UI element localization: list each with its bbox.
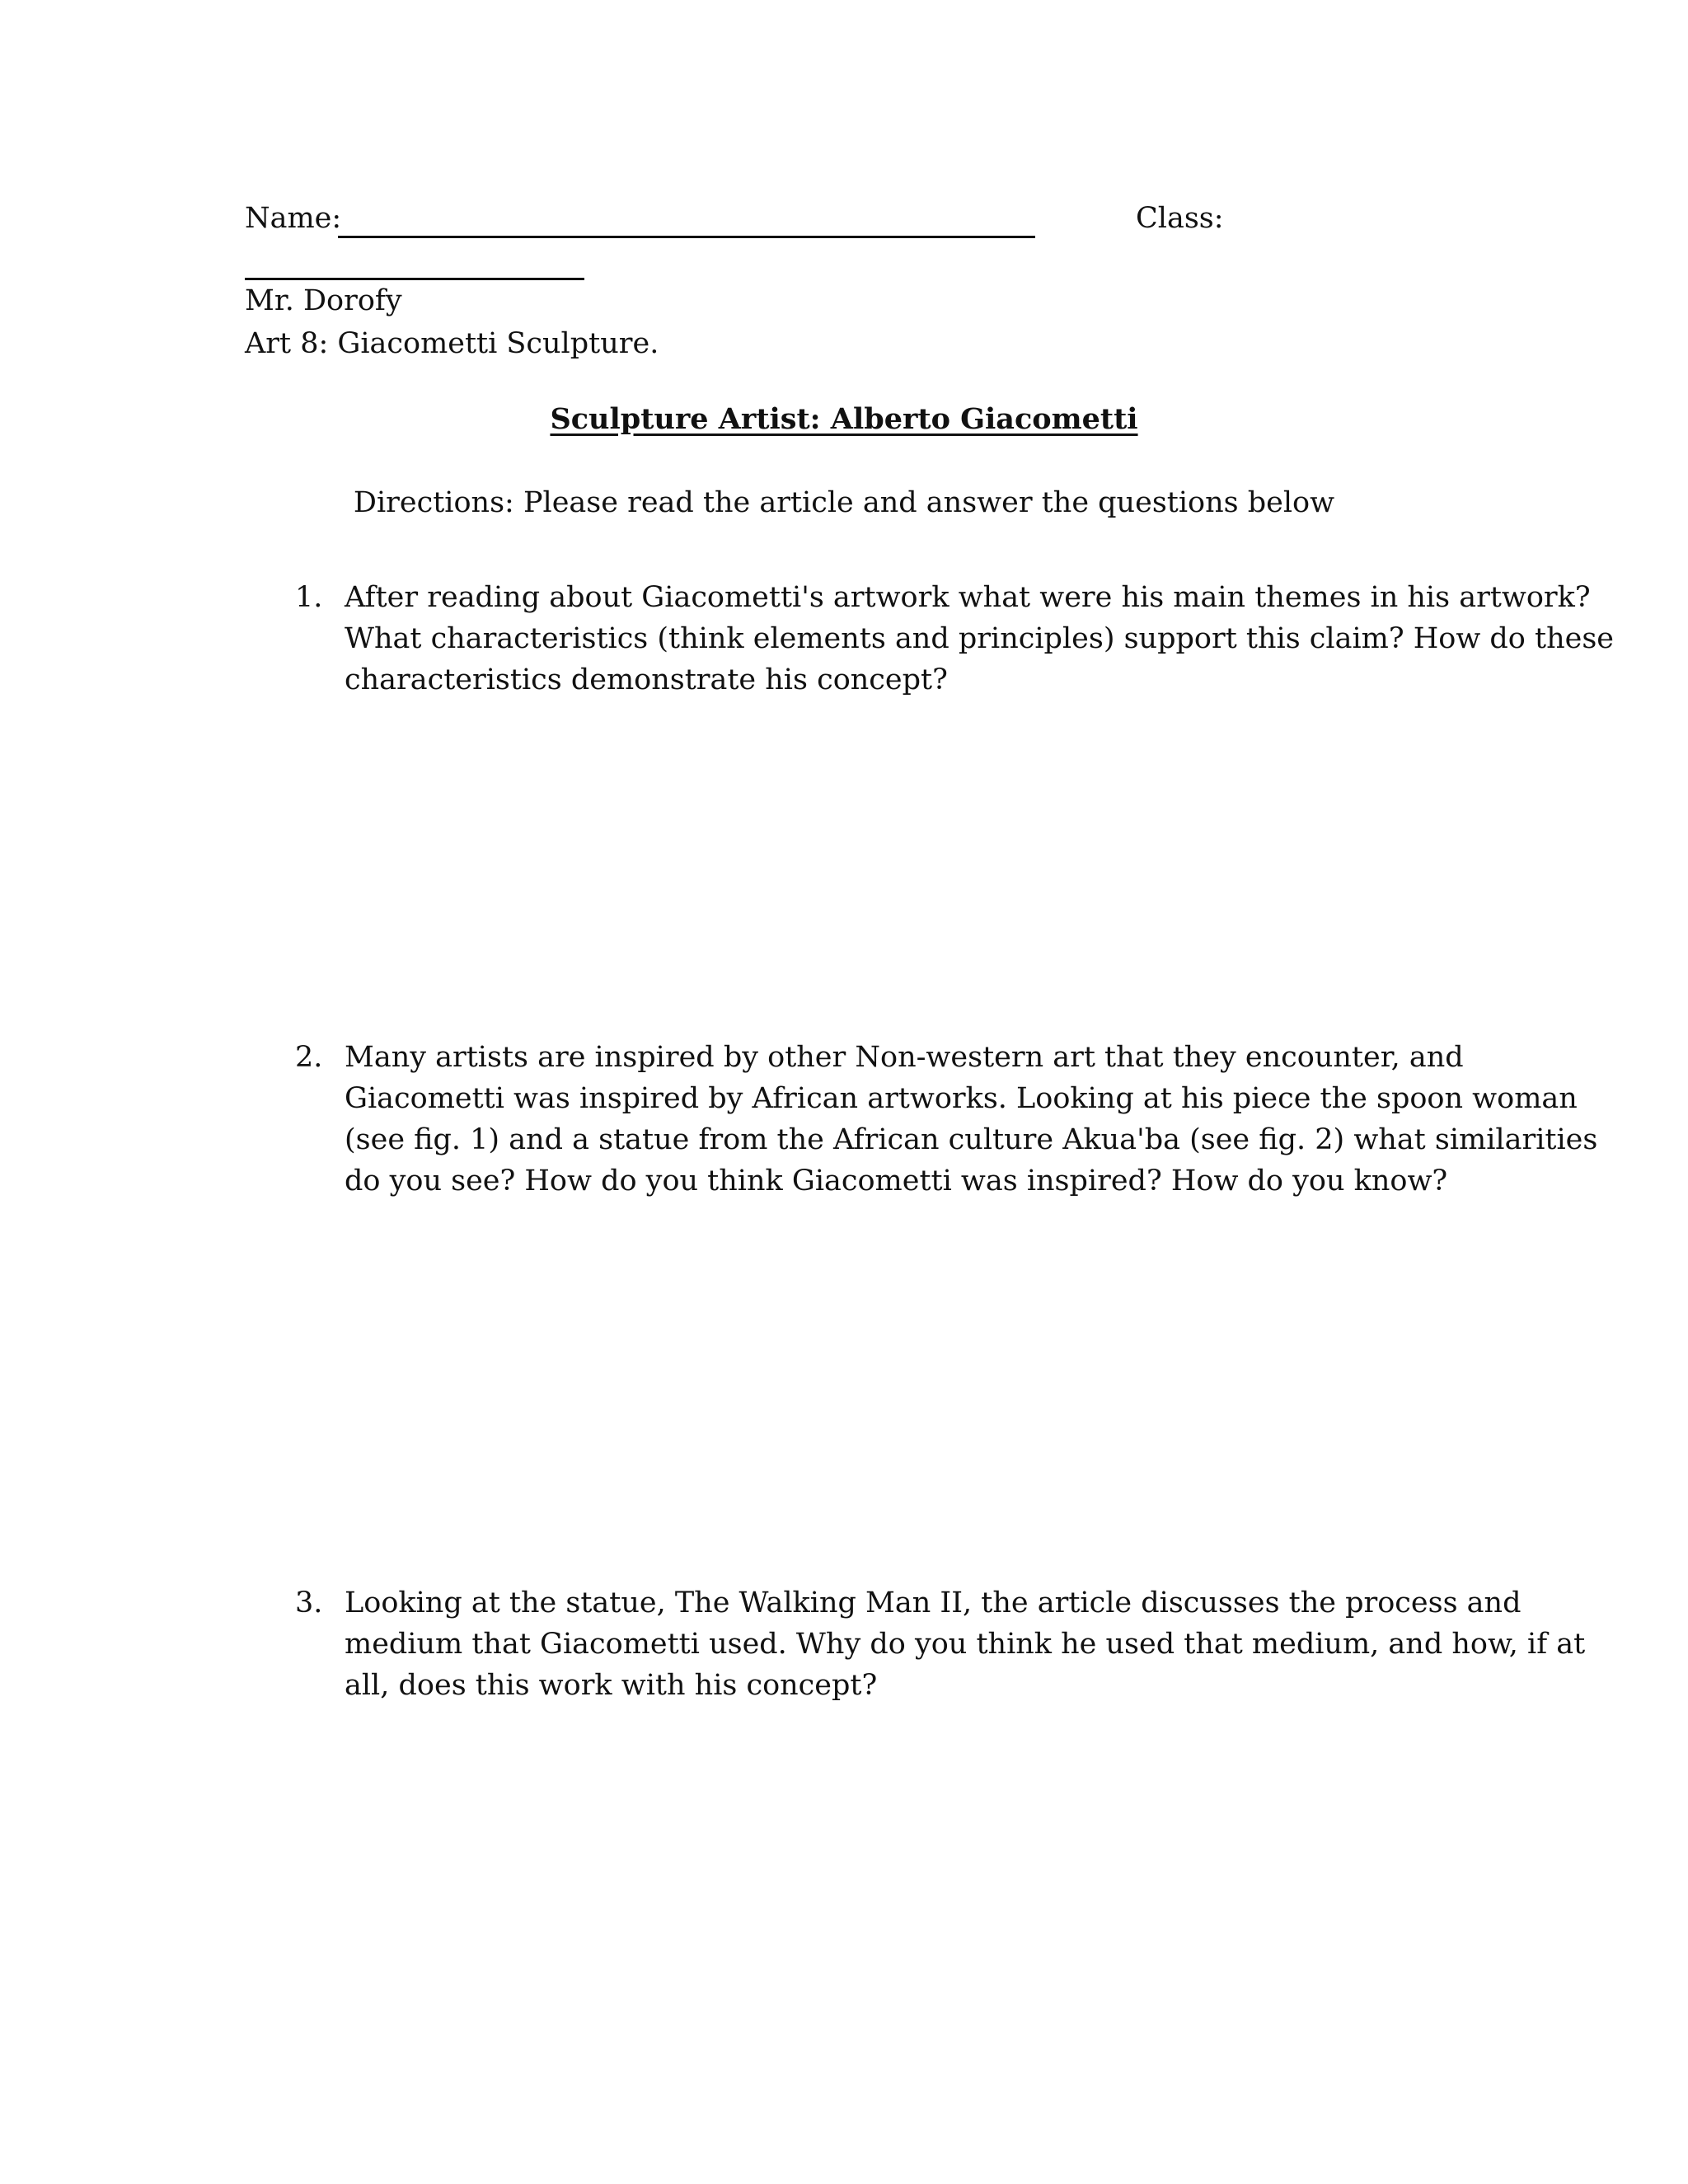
question-3-text — [345, 1582, 1586, 1706]
teacher-name: Mr. Dorofy — [245, 284, 402, 317]
name-field-line[interactable] — [338, 236, 1035, 238]
question-1-number: 1. — [295, 581, 323, 614]
question-3-line: all, does this work with his concept? — [345, 1669, 878, 1702]
question-3-line: Looking at the statue, The Walking Man II, the article discusses the process and — [345, 1586, 1522, 1619]
name-label: Name: — [245, 202, 342, 235]
question-1-line: characteristics demonstrate his concept? — [345, 663, 948, 696]
question-2-number: 2. — [295, 1041, 323, 1074]
question-1-line: What characteristics (think elements and principles) support this claim? How do these — [345, 622, 1614, 655]
question-2-line: Giacometti was inspired by African artworks. Looking at his piece the spoon woman — [345, 1082, 1578, 1115]
question-1-line: After reading about Giacometti's artwork what were his main themes in his artwork? — [345, 581, 1591, 614]
question-3-number: 3. — [295, 1586, 323, 1619]
question-3-line: medium that Giacometti used. Why do you think he used that medium, and how, if at — [345, 1628, 1586, 1661]
question-2-line: Many artists are inspired by other Non-western art that they encounter, and — [345, 1041, 1464, 1074]
directions-text: Directions: Please read the article and answer the questions below — [353, 486, 1335, 519]
question-2-text — [345, 1037, 1598, 1202]
page-title: Sculpture Artist: Alberto Giacometti — [550, 402, 1138, 436]
course-title: Art 8: Giacometti Sculpture. — [245, 327, 659, 360]
class-label: Class: — [1136, 202, 1224, 235]
question-1-text — [345, 577, 1614, 701]
question-2-line: (see fig. 1) and a statue from the African culture Akua'ba (see fig. 2) what similarities — [345, 1123, 1598, 1156]
question-2-line: do you see? How do you think Giacometti was inspired? How do you know? — [345, 1165, 1448, 1197]
